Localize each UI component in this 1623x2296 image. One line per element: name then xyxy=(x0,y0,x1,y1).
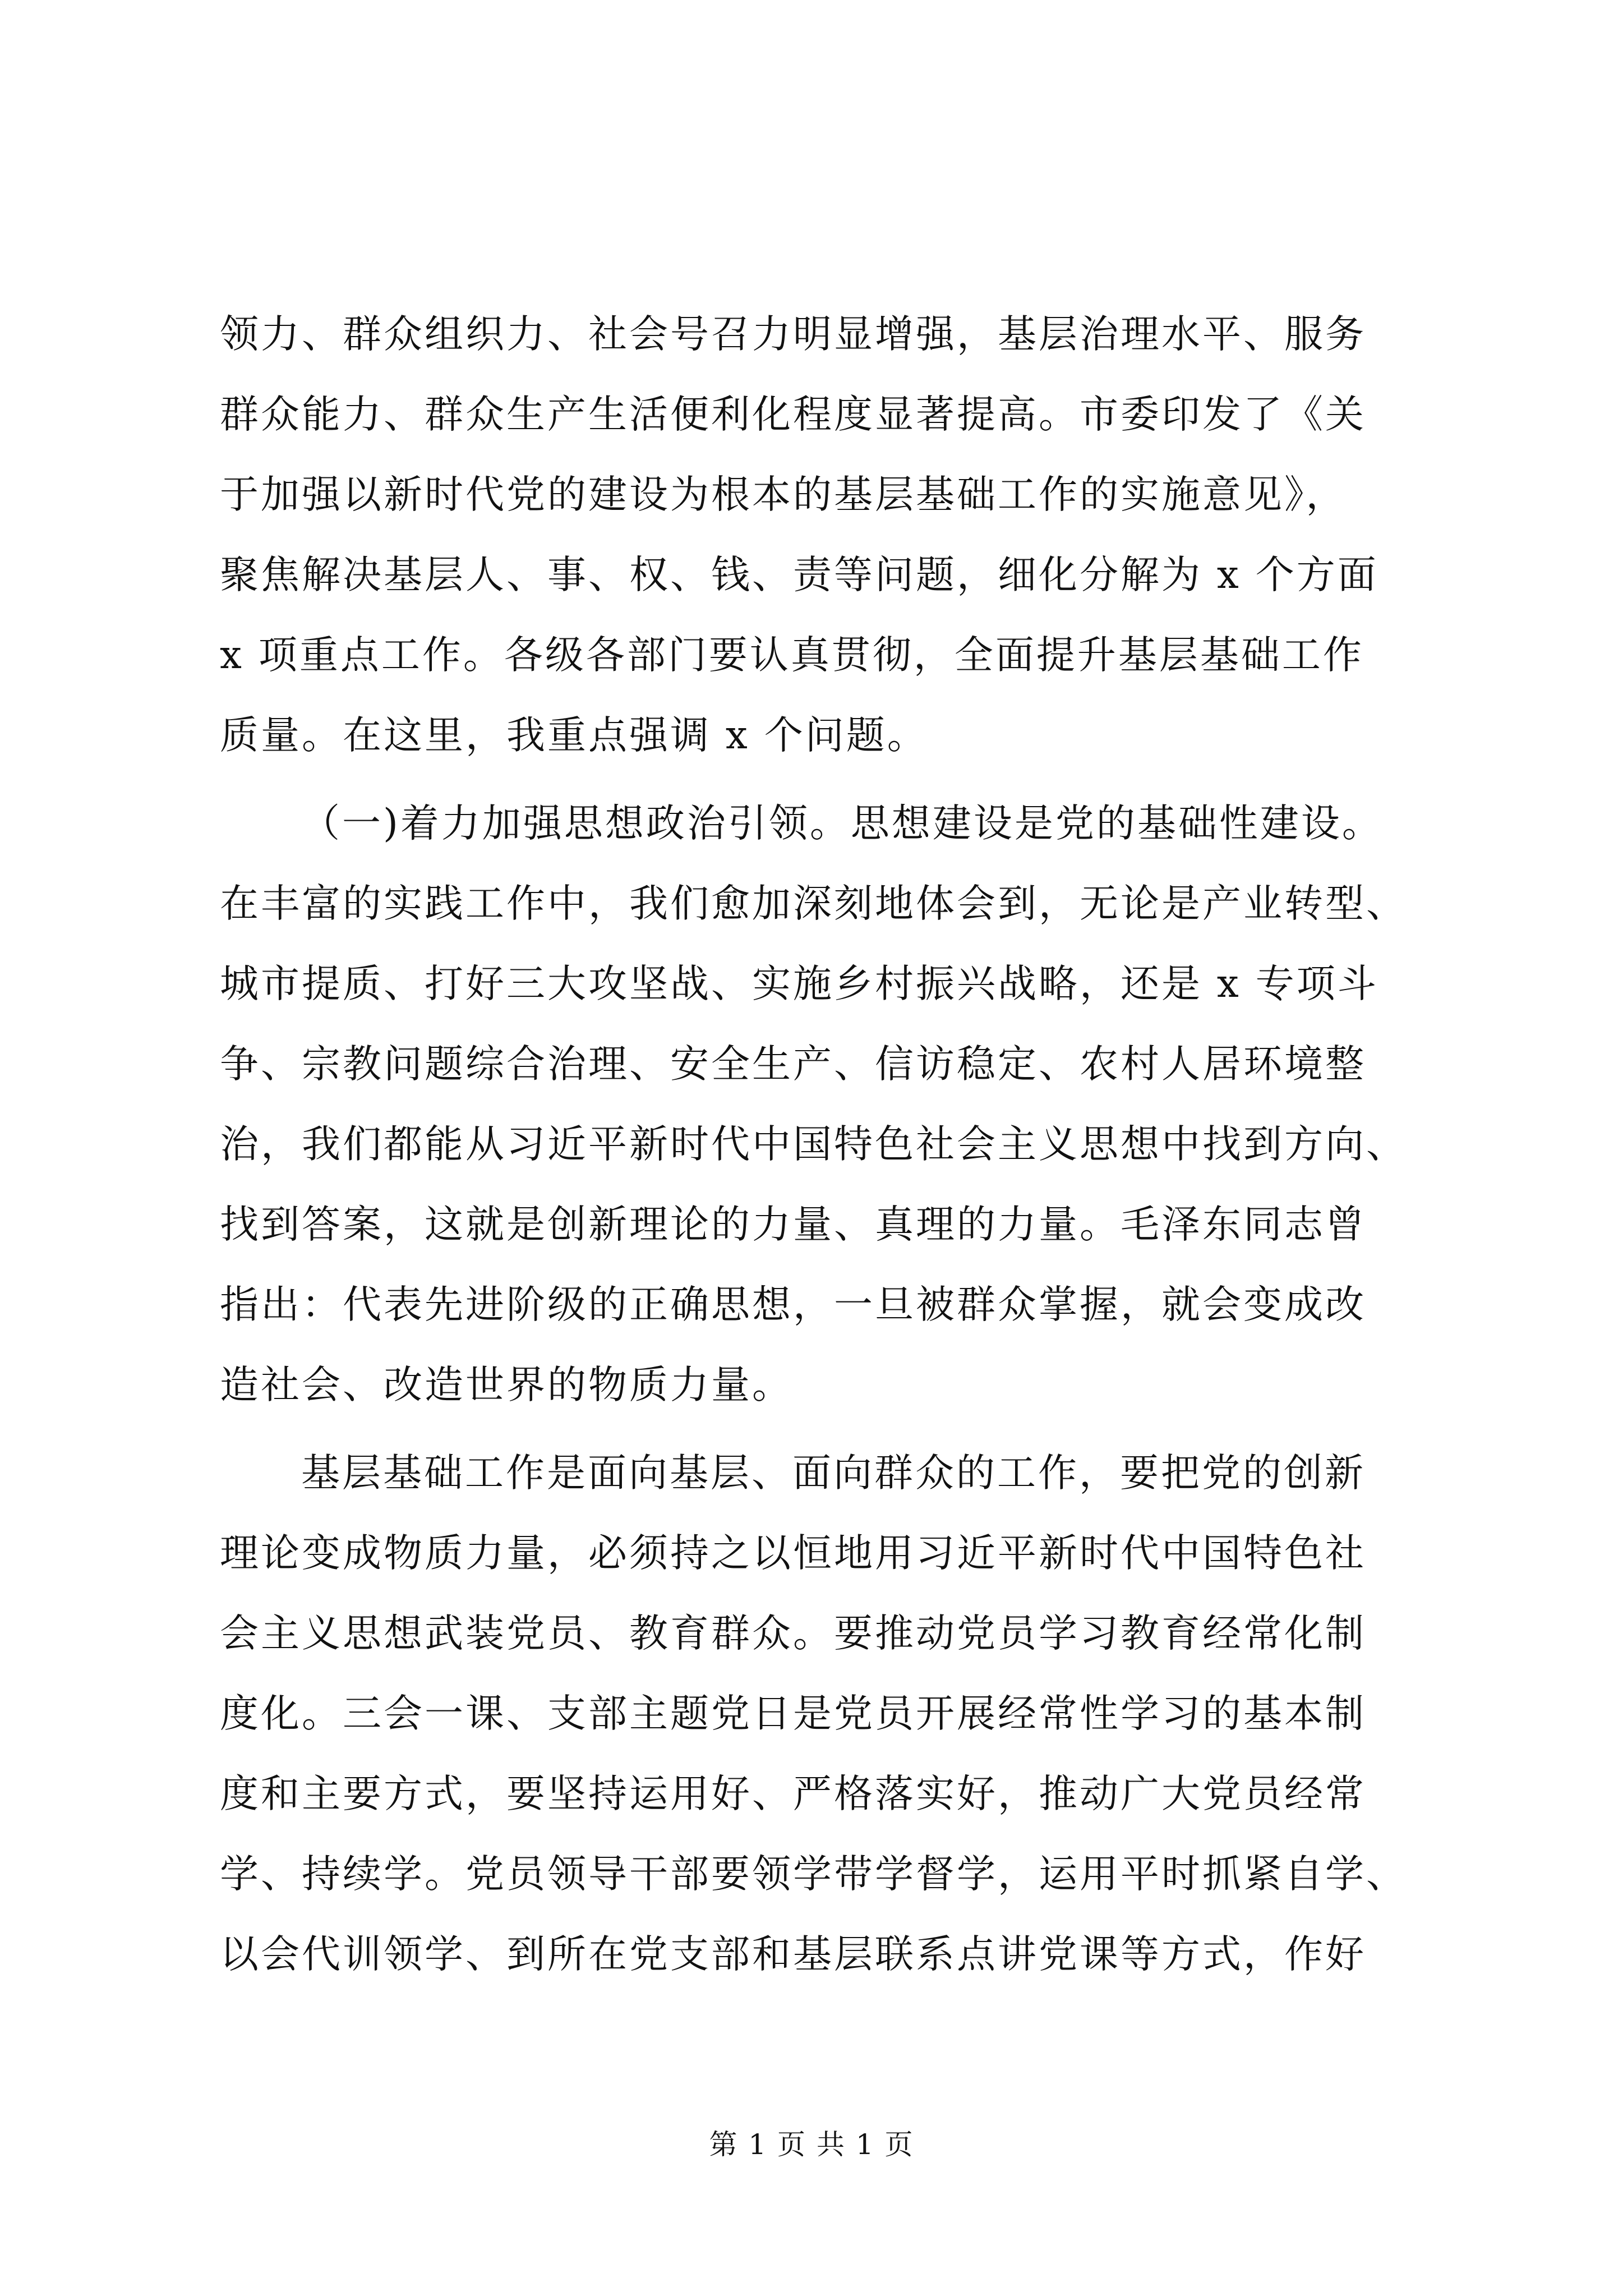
text-line: 质量。在这里，我重点强调 x 个问题。 xyxy=(220,713,928,758)
text-line: 找到答案，这就是创新理论的力量、真理的力量。毛泽东同志曾 xyxy=(220,1202,1366,1247)
paragraph-1 xyxy=(220,295,1435,776)
text-line-indented: （一)着力加强思想政治引领。思想建设是党的基础性建设。 xyxy=(301,801,1383,846)
text-line: 聚焦解决基层人、事、权、钱、责等问题，细化分解为 x 个方面 xyxy=(220,553,1378,597)
text-line: 领力、群众组织力、社会号召力明显增强，基层治理水平、服务 xyxy=(220,312,1366,357)
paragraph-spacing xyxy=(220,1425,1435,1433)
page-footer: 第 1 页 共 1 页 xyxy=(709,2128,914,2161)
text-line: 在丰富的实践工作中，我们愈加深刻地体会到，无论是产业转型、 xyxy=(220,881,1407,926)
text-line: 争、宗教问题综合治理、安全生产、信访稳定、农村人居环境整 xyxy=(220,1042,1366,1087)
text-line: 指出：代表先进阶级的正确思想，一旦被群众掌握，就会变成改 xyxy=(220,1282,1366,1327)
paragraph-3 xyxy=(220,1433,1435,1995)
text-line: 治，我们都能从习近平新时代中国特色社会主义思想中找到方向、 xyxy=(220,1122,1407,1167)
text-line: 会主义思想武装党员、教育群众。要推动党员学习教育经常化制 xyxy=(220,1611,1366,1656)
text-line: 理论变成物质力量，必须持之以恒地用习近平新时代中国特色社 xyxy=(220,1531,1366,1576)
text-line-indented: 基层基础工作是面向基层、面向群众的工作，要把党的创新 xyxy=(301,1451,1366,1496)
paragraph-2 xyxy=(220,784,1435,1425)
text-line: 度化。三会一课、支部主题党日是党员开展经常性学习的基本制 xyxy=(220,1691,1366,1736)
paragraph-spacing xyxy=(220,776,1435,784)
text-line: 群众能力、群众生产生活便利化程度显著提高。市委印发了《关 xyxy=(220,392,1366,437)
text-line: 学、持续学。党员领导干部要领学带学督学，运用平时抓紧自学、 xyxy=(220,1852,1407,1897)
text-line: 度和主要方式，要坚持运用好、严格落实好，推动广大党员经常 xyxy=(220,1772,1366,1816)
text-line: 造社会、改造世界的物质力量。 xyxy=(220,1363,793,1407)
text-line: 于加强以新时代党的建设为根本的基层基础工作的实施意见》， xyxy=(220,472,1347,517)
body-text xyxy=(220,295,1435,1995)
text-line: 城市提质、打好三大攻坚战、实施乡村振兴战略，还是 x 专项斗 xyxy=(220,961,1378,1006)
text-line: x 项重点工作。各级各部门要认真贯彻，全面提升基层基础工作 xyxy=(220,633,1364,678)
text-line: 以会代训领学、到所在党支部和基层联系点讲党课等方式，作好 xyxy=(220,1932,1366,1977)
